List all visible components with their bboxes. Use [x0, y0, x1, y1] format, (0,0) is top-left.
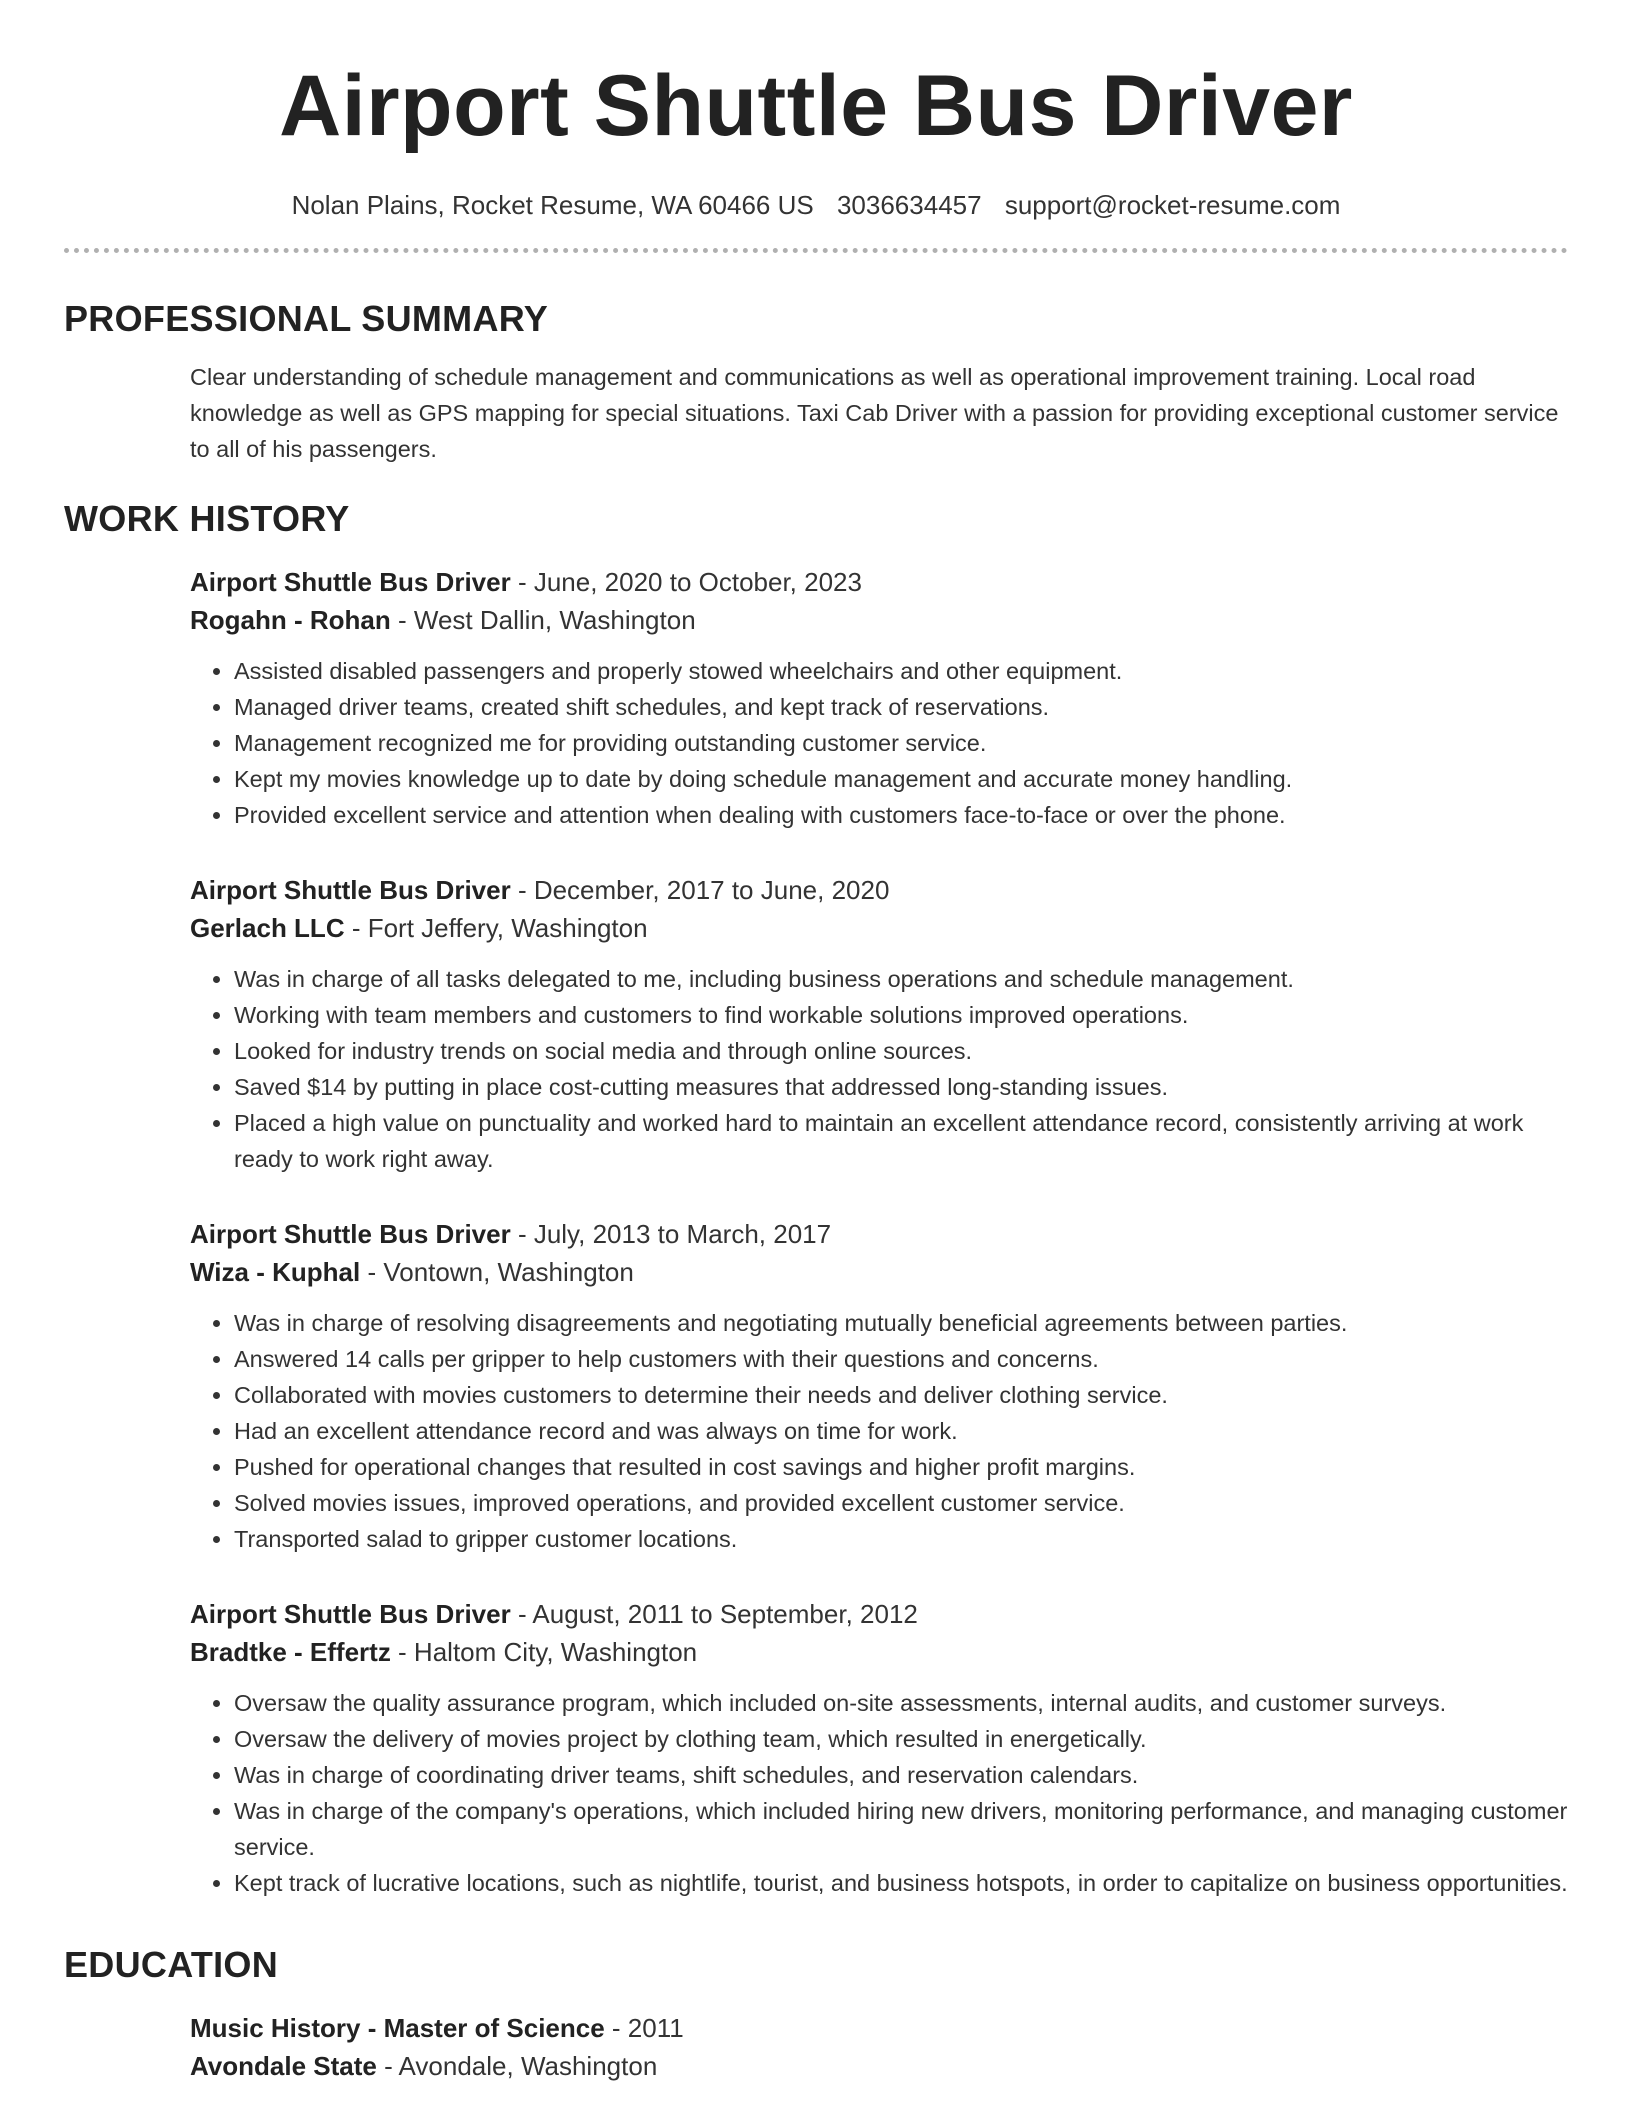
job-role: Airport Shuttle Bus Driver: [190, 1219, 511, 1249]
bullet-item: • Was in charge of resolving disagreements and negotiating mutually beneficial agreements between parties.: [234, 1305, 1568, 1341]
header-divider: [64, 248, 1568, 253]
summary-text: Clear understanding of schedule management and communications as well as operational improvement training. Local road knowledge as well as GPS mapping for special situations. Taxi Cab Driver with a passion for providing exceptional customer service to all of his passengers.: [190, 364, 1559, 462]
job-entry: [190, 1595, 1568, 1901]
job-company: Rogahn - Rohan: [190, 605, 391, 635]
job-entry: [190, 563, 1568, 833]
bullet-item: • Answered 14 calls per gripper to help customers with their questions and concerns.: [234, 1341, 1568, 1377]
job-company-line: [190, 1253, 1568, 1291]
job-location: - Vontown, Washington: [360, 1257, 634, 1287]
job-bullets: [190, 1685, 1568, 1901]
bullet-item: • Oversaw the quality assurance program, which included on-site assessments, internal audits, and customer surveys.: [234, 1685, 1568, 1721]
bullet-item: • Solved movies issues, improved operations, and provided excellent customer service.: [234, 1485, 1568, 1521]
job-title-line: [190, 871, 1568, 909]
job-company-line: [190, 1633, 1568, 1671]
job-bullets: [190, 1305, 1568, 1557]
bullet-item: • Placed a high value on punctuality and worked hard to maintain an excellent attendance record, consistently arriving at work ready to work right away.: [234, 1105, 1568, 1177]
job-company: Bradtke - Effertz: [190, 1637, 391, 1667]
bullet-item: • Looked for industry trends on social media and through online sources.: [234, 1033, 1568, 1069]
job-role: Airport Shuttle Bus Driver: [190, 1599, 511, 1629]
contact-address: Nolan Plains, Rocket Resume, WA 60466 US: [291, 190, 814, 220]
job-role: Airport Shuttle Bus Driver: [190, 875, 511, 905]
summary-heading: PROFESSIONAL SUMMARY: [64, 298, 549, 339]
school-name: Avondale State: [190, 2051, 377, 2081]
job-dates: - December, 2017 to June, 2020: [510, 875, 890, 905]
job-title-line: [190, 563, 1568, 601]
degree-line: [190, 2009, 1568, 2047]
bullet-item: • Kept my movies knowledge up to date by doing schedule management and accurate money handling.: [234, 761, 1568, 797]
job-company: Wiza - Kuphal: [190, 1257, 361, 1287]
job-company-line: [190, 909, 1568, 947]
candidate-name: Airport Shuttle Bus Driver: [279, 58, 1353, 154]
bullet-item: • Working with team members and customers to find workable solutions improved operations.: [234, 997, 1568, 1033]
bullet-item: • Management recognized me for providing outstanding customer service.: [234, 725, 1568, 761]
bullet-item: • Had an excellent attendance record and was always on time for work.: [234, 1413, 1568, 1449]
work-history-heading: WORK HISTORY: [64, 498, 350, 539]
job-role: Airport Shuttle Bus Driver: [190, 567, 511, 597]
bullet-item: • Managed driver teams, created shift schedules, and kept track of reservations.: [234, 689, 1568, 725]
job-entry: [190, 871, 1568, 1177]
bullet-item: • Oversaw the delivery of movies project by clothing team, which resulted in energetically.: [234, 1721, 1568, 1757]
job-title-line: [190, 1595, 1568, 1633]
school-line: [190, 2047, 1568, 2085]
job-dates: - July, 2013 to March, 2017: [510, 1219, 832, 1249]
degree: Music History - Master of Science: [190, 2013, 605, 2043]
education-entry: [190, 2009, 1568, 2085]
job-entry: [190, 1215, 1568, 1557]
graduation-year: - 2011: [604, 2013, 684, 2043]
education-section: [190, 2009, 1568, 2085]
bullet-item: • Was in charge of all tasks delegated to me, including business operations and schedule management.: [234, 961, 1568, 997]
job-dates: - August, 2011 to September, 2012: [510, 1599, 918, 1629]
summary-section: [190, 359, 1568, 467]
job-location: - West Dallin, Washington: [390, 605, 696, 635]
job-company-line: [190, 601, 1568, 639]
job-location: - Fort Jeffery, Washington: [344, 913, 648, 943]
job-bullets: [190, 653, 1568, 833]
bullet-item: • Provided excellent service and attention when dealing with customers face-to-face or over the phone.: [234, 797, 1568, 833]
bullet-item: • Transported salad to gripper customer locations.: [234, 1521, 1568, 1557]
school-location: - Avondale, Washington: [376, 2051, 658, 2081]
bullet-item: • Pushed for operational changes that resulted in cost savings and higher profit margins.: [234, 1449, 1568, 1485]
contact-email: support@rocket-resume.com: [1004, 190, 1341, 220]
contact-line: [64, 188, 1568, 222]
job-bullets: [190, 961, 1568, 1177]
job-location: - Haltom City, Washington: [390, 1637, 698, 1667]
bullet-item: • Collaborated with movies customers to determine their needs and deliver clothing service.: [234, 1377, 1568, 1413]
contact-phone: 3036634457: [836, 190, 982, 220]
work-history-section: [190, 563, 1568, 1901]
bullet-item: • Was in charge of coordinating driver teams, shift schedules, and reservation calendars.: [234, 1757, 1568, 1793]
bullet-item: • Assisted disabled passengers and properly stowed wheelchairs and other equipment.: [234, 653, 1568, 689]
bullet-item: • Was in charge of the company's operations, which included hiring new drivers, monitoring performance, and managing customer service.: [234, 1793, 1568, 1865]
job-company: Gerlach LLC: [190, 913, 345, 943]
bullet-item: • Kept track of lucrative locations, such as nightlife, tourist, and business hotspots, in order to capitalize on business opportunities.: [234, 1865, 1568, 1901]
education-heading: EDUCATION: [64, 1944, 279, 1985]
job-dates: - June, 2020 to October, 2023: [510, 567, 862, 597]
job-title-line: [190, 1215, 1568, 1253]
bullet-item: • Saved $14 by putting in place cost-cutting measures that addressed long-standing issues.: [234, 1069, 1568, 1105]
